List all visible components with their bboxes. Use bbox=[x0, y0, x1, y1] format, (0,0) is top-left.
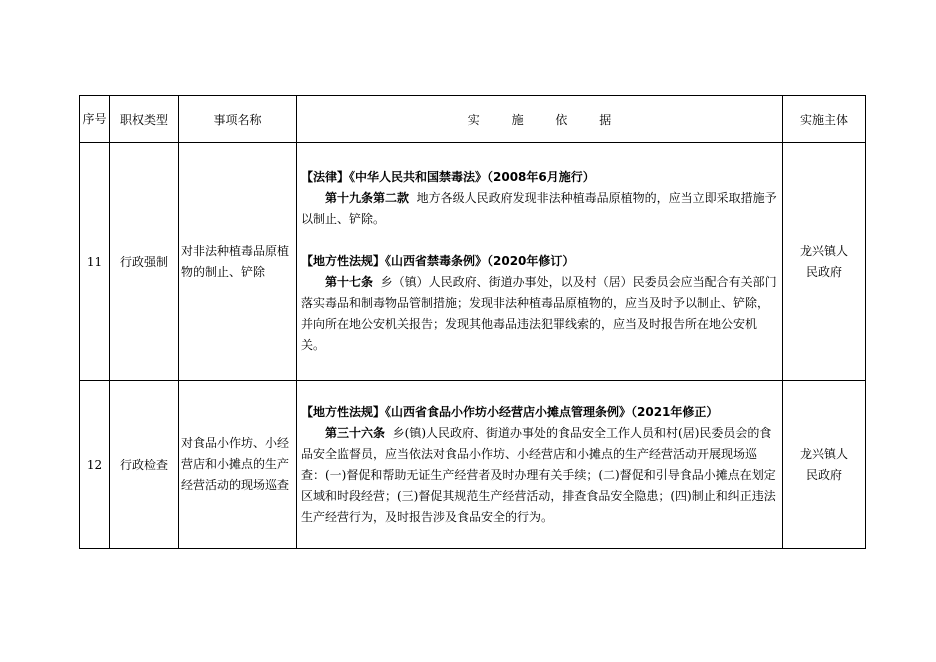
law-paragraph bbox=[301, 188, 778, 230]
header-basis-char: 实 bbox=[467, 112, 480, 127]
header-basis-char: 施 bbox=[511, 112, 524, 127]
law-article: 第十七条 bbox=[325, 275, 374, 289]
header-no: 序号 bbox=[80, 96, 110, 143]
table-header-row bbox=[80, 96, 866, 143]
law-title: 【地方性法规】《山西省禁毒条例》（2020年修订） bbox=[301, 254, 575, 268]
row-no: 12 bbox=[80, 381, 110, 549]
header-basis-char: 据 bbox=[599, 112, 612, 127]
row-body: 龙兴镇人民政府 bbox=[783, 381, 866, 549]
law-article: 第三十六条 bbox=[325, 425, 386, 440]
authority-table bbox=[79, 95, 866, 549]
table-row bbox=[80, 381, 866, 549]
header-type: 职权类型 bbox=[110, 96, 179, 143]
law-text: 乡（镇）人民政府、街道办事处，以及村（居）民委员会应当配合有关部门落实毒品和制毒物品管制措施；发现非法种植毒品原植物的，应当及时予以制止、铲除，并向所在地公安机关报告；发现其他毒品违法犯罪线索的，应当及时报告所在地公安机关。 bbox=[301, 275, 777, 352]
law-article: 第十九条第二款 bbox=[325, 191, 410, 205]
row-name: 对食品小作坊、小经营店和小摊点的生产经营活动的现场巡查 bbox=[179, 381, 297, 549]
law-title: 【地方性法规】《山西省食品小作坊小经营店小摊点管理条例》（2021年修正） bbox=[301, 404, 719, 419]
law-paragraph bbox=[301, 272, 778, 356]
header-basis bbox=[297, 96, 783, 143]
row-body: 龙兴镇人民政府 bbox=[783, 143, 866, 381]
law-text: 乡(镇)人民政府、街道办事处的食品安全工作人员和村(居)民委员会的食品安全监督员，应当依法对食品小作坊、小经营店和小摊点的生产经营活动开展现场巡查：(一)督促和帮助无证生产经营者及时办理有关手续；(二)督促和引导食品小摊点在划定区域和时段经营；(三)督促其规范生产经营活动，排查食品安全隐患；(四)制止和纠正违法生产经营行为，及时报告涉及食品安全的行为。 bbox=[301, 425, 776, 524]
law-paragraph bbox=[301, 423, 778, 528]
row-type: 行政检查 bbox=[110, 381, 179, 549]
row-no: 11 bbox=[80, 143, 110, 381]
row-name: 对非法种植毒品原植物的制止、铲除 bbox=[179, 143, 297, 381]
header-basis-char: 依 bbox=[555, 112, 568, 127]
row-type: 行政强制 bbox=[110, 143, 179, 381]
table-row bbox=[80, 143, 866, 381]
header-name: 事项名称 bbox=[179, 96, 297, 143]
row-basis bbox=[297, 381, 783, 549]
header-body: 实施主体 bbox=[783, 96, 866, 143]
law-title: 【法律】《中华人民共和国禁毒法》（2008年6月施行） bbox=[301, 170, 595, 184]
row-basis bbox=[297, 143, 783, 381]
law-text: 地方各级人民政府发现非法种植毒品原植物的，应当立即采取措施予以制止、铲除。 bbox=[301, 191, 777, 226]
